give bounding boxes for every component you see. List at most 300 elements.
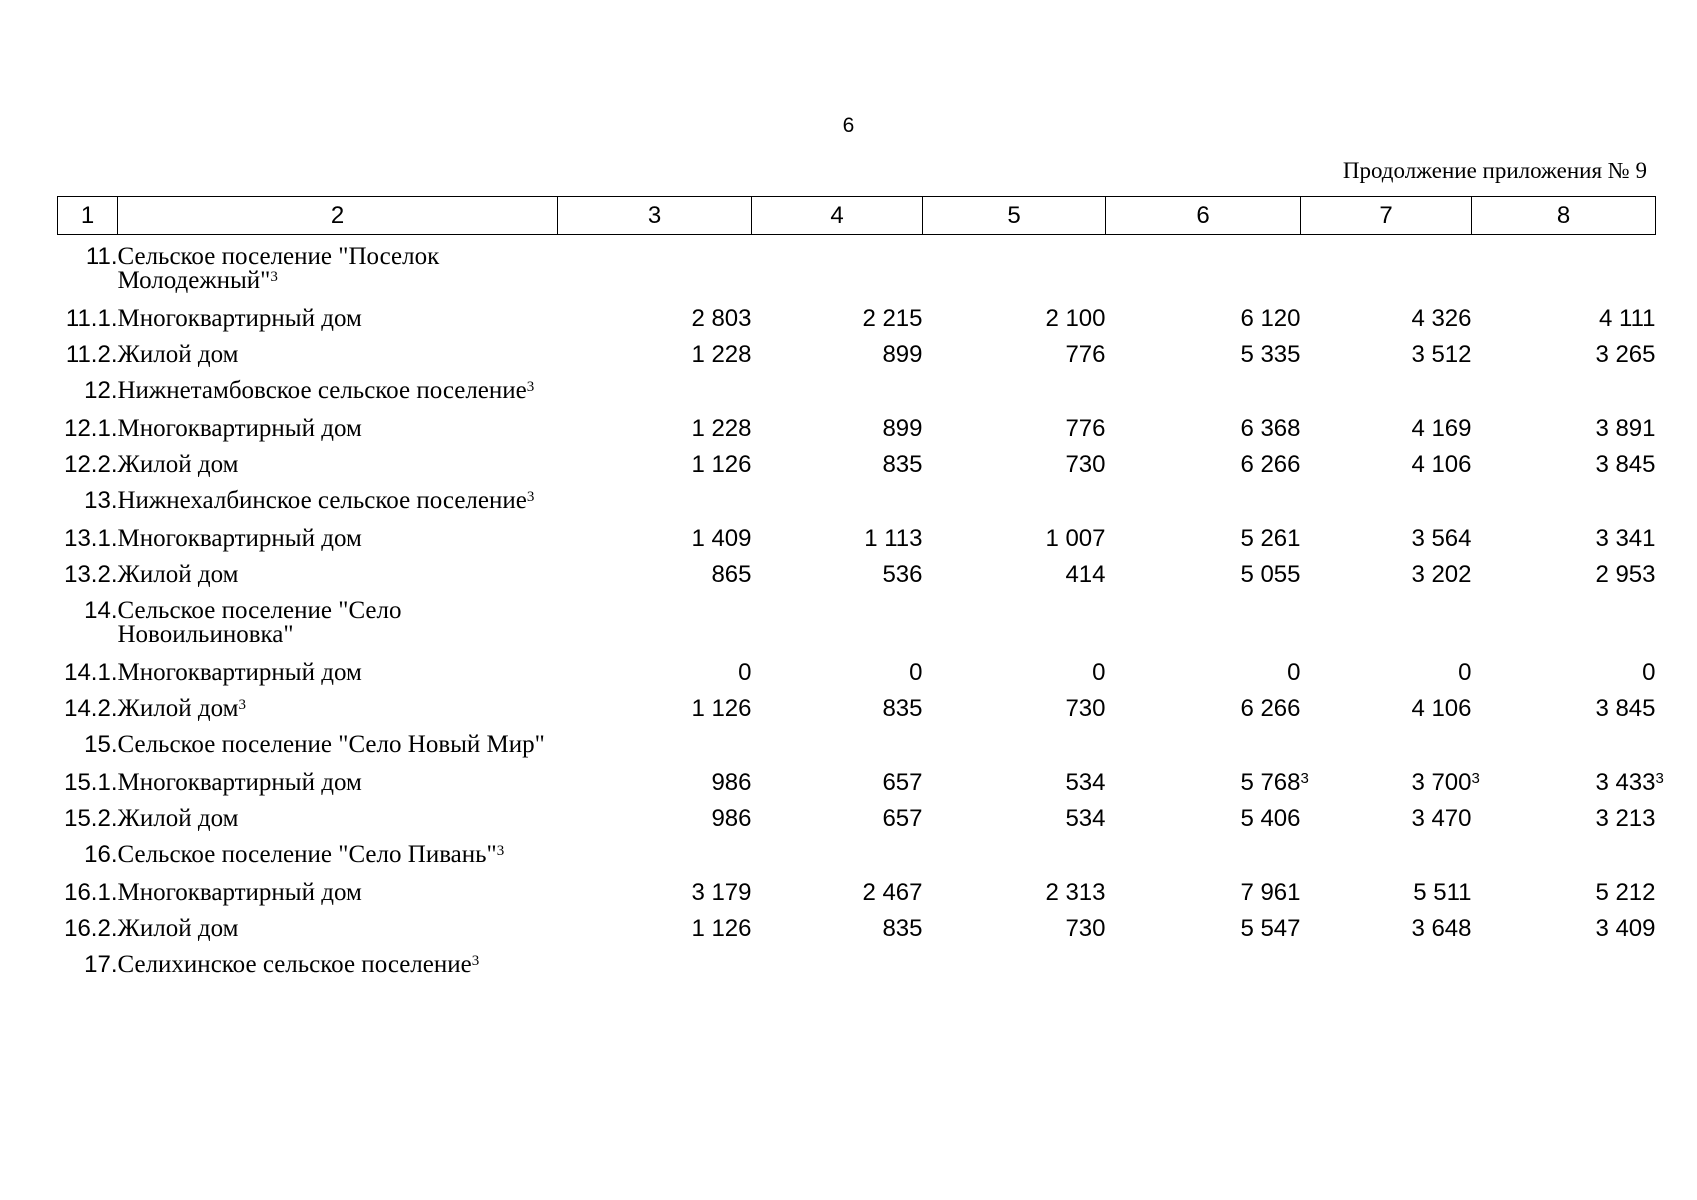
value-text: 1 126 bbox=[691, 695, 752, 722]
value-text: 835 bbox=[882, 695, 923, 722]
value-wrap bbox=[1595, 769, 1664, 796]
name-text: Многоквартирный дом bbox=[117, 525, 362, 552]
value-col-3 bbox=[558, 515, 752, 551]
value-wrap bbox=[882, 917, 922, 941]
value-wrap bbox=[1595, 697, 1655, 721]
value-wrap bbox=[1240, 807, 1300, 831]
value-footnote-mark: 3 bbox=[1655, 770, 1664, 787]
value-text: 3 213 bbox=[1595, 805, 1656, 832]
value-wrap bbox=[882, 563, 922, 587]
header-col-4: 4 bbox=[752, 197, 923, 235]
value-wrap bbox=[1065, 807, 1105, 831]
value-col-3 bbox=[558, 905, 752, 941]
value-wrap bbox=[1458, 661, 1471, 685]
row-number: 14.1. bbox=[64, 659, 118, 686]
value-wrap bbox=[862, 307, 922, 331]
value-col-4 bbox=[752, 587, 923, 649]
value-text: 3 202 bbox=[1411, 561, 1472, 588]
row-number: 12.2. bbox=[64, 451, 118, 478]
value-wrap bbox=[711, 771, 751, 795]
value-col-5 bbox=[923, 515, 1106, 551]
header-col-8: 8 bbox=[1472, 197, 1656, 235]
value-text: 1 228 bbox=[691, 341, 752, 368]
value-col-7 bbox=[1301, 235, 1472, 296]
settlement-name bbox=[118, 235, 558, 296]
value-col-7 bbox=[1301, 587, 1472, 649]
value-wrap bbox=[1065, 917, 1105, 941]
value-wrap bbox=[1240, 917, 1300, 941]
section-row bbox=[58, 235, 1656, 296]
row-number: 13. bbox=[84, 487, 118, 514]
name-text: Сельское поселение "Село Пивань" bbox=[117, 841, 497, 868]
value-col-8 bbox=[1472, 869, 1656, 905]
value-wrap bbox=[711, 807, 751, 831]
value-text: 5 212 bbox=[1595, 879, 1656, 906]
value-wrap bbox=[1411, 453, 1471, 477]
section-row bbox=[58, 941, 1656, 979]
value-text: 3 648 bbox=[1411, 915, 1472, 942]
value-col-8 bbox=[1472, 759, 1664, 796]
housing-type bbox=[118, 685, 558, 721]
settlement-name bbox=[118, 367, 558, 405]
row-number: 15.2. bbox=[64, 805, 118, 832]
value-text: 4 326 bbox=[1411, 305, 1472, 332]
value-col-5 bbox=[923, 869, 1106, 905]
value-col-8 bbox=[1472, 649, 1656, 685]
value-col-8 bbox=[1472, 235, 1656, 296]
footnote-mark: 3 bbox=[471, 953, 480, 969]
value-text: 534 bbox=[1065, 805, 1106, 832]
value-wrap bbox=[1287, 661, 1300, 685]
value-text: 6 266 bbox=[1240, 695, 1301, 722]
value-text: 1 113 bbox=[864, 525, 923, 552]
name-text: Жилой дом bbox=[117, 695, 239, 722]
header-col-7: 7 bbox=[1301, 197, 1472, 235]
value-wrap bbox=[1045, 307, 1105, 331]
value-col-7 bbox=[1301, 685, 1472, 721]
header-col-3: 3 bbox=[558, 197, 752, 235]
value-col-6 bbox=[1106, 235, 1301, 296]
row-number: 11.2. bbox=[65, 341, 118, 368]
housing-type bbox=[118, 869, 558, 905]
table-body bbox=[58, 235, 1664, 980]
value-wrap bbox=[882, 453, 922, 477]
value-col-7 bbox=[1301, 367, 1472, 405]
value-wrap bbox=[711, 563, 751, 587]
table-row bbox=[58, 759, 1656, 795]
value-wrap bbox=[1045, 527, 1105, 551]
value-col-7 bbox=[1301, 405, 1472, 441]
value-wrap bbox=[1642, 661, 1655, 685]
value-col-4 bbox=[752, 905, 923, 941]
value-text: 730 bbox=[1065, 695, 1106, 722]
value-col-5 bbox=[923, 795, 1106, 831]
value-wrap bbox=[1411, 417, 1471, 441]
value-text: 0 bbox=[738, 659, 752, 686]
header-row bbox=[58, 197, 1656, 235]
table-row bbox=[58, 441, 1656, 477]
row-number: 12.1. bbox=[64, 415, 118, 442]
value-text: 414 bbox=[1065, 561, 1106, 588]
value-col-7 bbox=[1301, 295, 1472, 331]
value-text: 865 bbox=[711, 561, 752, 588]
row-number: 17. bbox=[84, 951, 118, 978]
value-col-3 bbox=[558, 551, 752, 587]
value-col-8 bbox=[1472, 367, 1656, 405]
value-col-6 bbox=[1106, 795, 1301, 831]
value-col-6 bbox=[1106, 295, 1301, 331]
value-col-5 bbox=[923, 295, 1106, 331]
value-col-8 bbox=[1472, 685, 1656, 721]
value-wrap bbox=[1065, 453, 1105, 477]
value-col-3 bbox=[558, 649, 752, 685]
value-col-5 bbox=[923, 685, 1106, 721]
value-wrap bbox=[1595, 563, 1655, 587]
value-col-6 bbox=[1106, 551, 1301, 587]
value-text: 986 bbox=[711, 805, 752, 832]
value-col-6 bbox=[1106, 405, 1301, 441]
value-wrap bbox=[1240, 307, 1300, 331]
value-col-7 bbox=[1301, 477, 1472, 515]
value-col-8 bbox=[1472, 441, 1656, 477]
housing-type bbox=[118, 795, 558, 831]
value-text: 0 bbox=[1642, 659, 1656, 686]
value-col-8 bbox=[1472, 515, 1656, 551]
value-col-3 bbox=[558, 235, 752, 296]
name-text: Сельское поселение "Село Новоильиновка" bbox=[117, 597, 402, 648]
header-col-1: 1 bbox=[58, 197, 118, 235]
row-number: 14.2. bbox=[64, 695, 118, 722]
value-col-6 bbox=[1106, 869, 1301, 905]
value-col-8 bbox=[1472, 587, 1656, 649]
name-text: Сельское поселение "Село Новый Мир" bbox=[117, 731, 545, 758]
value-col-3 bbox=[558, 331, 752, 367]
value-wrap bbox=[1240, 697, 1300, 721]
value-col-8 bbox=[1472, 831, 1656, 869]
value-wrap bbox=[1065, 697, 1105, 721]
value-text: 5 511 bbox=[1413, 879, 1472, 906]
table-row bbox=[58, 331, 1656, 367]
page-number: 6 bbox=[842, 114, 855, 137]
value-text: 730 bbox=[1065, 915, 1106, 942]
value-wrap bbox=[1595, 917, 1655, 941]
value-col-3 bbox=[558, 405, 752, 441]
value-text: 1 007 bbox=[1045, 525, 1106, 552]
value-wrap bbox=[1065, 343, 1105, 367]
name-text: Нижнетамбовское сельское поселение bbox=[117, 377, 527, 404]
value-wrap bbox=[864, 527, 922, 551]
section-row bbox=[58, 477, 1656, 515]
name-text: Жилой дом bbox=[117, 805, 239, 832]
value-text: 3 265 bbox=[1595, 341, 1656, 368]
value-col-3 bbox=[558, 367, 752, 405]
value-col-3 bbox=[558, 587, 752, 649]
value-col-5 bbox=[923, 477, 1106, 515]
value-col-3 bbox=[558, 795, 752, 831]
value-wrap bbox=[882, 343, 922, 367]
value-col-3 bbox=[558, 941, 752, 979]
value-col-5 bbox=[923, 551, 1106, 587]
value-wrap bbox=[1411, 307, 1471, 331]
value-text: 3 891 bbox=[1595, 415, 1656, 442]
value-text: 3 512 bbox=[1411, 341, 1472, 368]
row-number: 16.2. bbox=[64, 915, 118, 942]
value-text: 4 111 bbox=[1599, 305, 1656, 332]
value-col-7 bbox=[1301, 795, 1472, 831]
table-row bbox=[58, 295, 1656, 331]
value-col-6 bbox=[1106, 831, 1301, 869]
value-wrap bbox=[1411, 527, 1471, 551]
value-wrap bbox=[1240, 563, 1300, 587]
value-wrap bbox=[1411, 917, 1471, 941]
section-row bbox=[58, 721, 1656, 759]
value-text: 2 953 bbox=[1595, 561, 1656, 588]
value-col-8 bbox=[1472, 405, 1656, 441]
housing-type bbox=[118, 405, 558, 441]
value-wrap bbox=[1411, 769, 1480, 796]
row-number: 12. bbox=[84, 377, 118, 404]
value-text: 3 845 bbox=[1595, 451, 1656, 478]
row-number: 14. bbox=[84, 597, 118, 624]
value-text: 3 179 bbox=[691, 879, 752, 906]
footnote-mark: 3 bbox=[270, 269, 278, 285]
value-col-4 bbox=[752, 295, 923, 331]
value-wrap bbox=[691, 881, 751, 905]
table-row bbox=[58, 795, 1656, 831]
value-col-6 bbox=[1106, 477, 1301, 515]
value-text: 899 bbox=[882, 415, 923, 442]
continuation-label: Продолжение приложения № 9 bbox=[1342, 158, 1647, 183]
name-text: Нижнехалбинское сельское поселение bbox=[117, 487, 527, 514]
value-col-3 bbox=[558, 295, 752, 331]
footnote-mark: 3 bbox=[496, 843, 505, 859]
value-col-3 bbox=[558, 685, 752, 721]
value-text: 6 120 bbox=[1240, 305, 1301, 332]
value-text: 3 470 bbox=[1411, 805, 1472, 832]
value-text: 986 bbox=[711, 769, 752, 796]
tariff-table bbox=[57, 196, 1664, 979]
footnote-mark: 3 bbox=[526, 489, 535, 505]
value-text: 1 409 bbox=[691, 525, 752, 552]
value-text: 6 266 bbox=[1240, 451, 1301, 478]
value-col-5 bbox=[923, 721, 1106, 759]
value-col-4 bbox=[752, 759, 923, 795]
value-text: 5 261 bbox=[1240, 525, 1301, 552]
value-wrap bbox=[1595, 807, 1655, 831]
name-text: Жилой дом bbox=[117, 451, 239, 478]
row-number: 16.1. bbox=[64, 879, 118, 906]
value-col-5 bbox=[923, 331, 1106, 367]
settlement-name bbox=[118, 831, 558, 869]
value-col-4 bbox=[752, 649, 923, 685]
value-text: 2 467 bbox=[862, 879, 923, 906]
row-number: 11. bbox=[85, 243, 118, 270]
section-row bbox=[58, 367, 1656, 405]
housing-type bbox=[118, 551, 558, 587]
footnote-mark: 3 bbox=[238, 697, 246, 713]
value-wrap bbox=[1240, 343, 1300, 367]
value-text: 2 313 bbox=[1045, 879, 1106, 906]
name-text: Многоквартирный дом bbox=[117, 415, 362, 442]
value-col-4 bbox=[752, 795, 923, 831]
value-col-6 bbox=[1106, 587, 1301, 649]
value-text: 776 bbox=[1065, 341, 1106, 368]
value-wrap bbox=[1595, 881, 1655, 905]
value-text: 534 bbox=[1065, 769, 1106, 796]
name-text: Жилой дом bbox=[117, 561, 239, 588]
value-text: 5 055 bbox=[1240, 561, 1301, 588]
value-col-6 bbox=[1106, 759, 1309, 796]
section-row bbox=[58, 831, 1656, 869]
value-wrap bbox=[691, 697, 751, 721]
name-text: Многоквартирный дом bbox=[117, 305, 362, 332]
table-row bbox=[58, 405, 1656, 441]
value-wrap bbox=[1411, 807, 1471, 831]
value-col-3 bbox=[558, 441, 752, 477]
name-text: Жилой дом bbox=[117, 341, 239, 368]
housing-type bbox=[118, 295, 558, 331]
housing-type bbox=[118, 331, 558, 367]
value-text: 4 169 bbox=[1411, 415, 1472, 442]
value-wrap bbox=[691, 343, 751, 367]
row-number: 15.1. bbox=[64, 769, 118, 796]
value-wrap bbox=[1411, 343, 1471, 367]
housing-type bbox=[118, 441, 558, 477]
value-col-7 bbox=[1301, 941, 1472, 979]
value-text: 1 126 bbox=[691, 915, 752, 942]
row-number: 13.1. bbox=[64, 525, 118, 552]
value-wrap bbox=[691, 453, 751, 477]
value-col-7 bbox=[1301, 649, 1472, 685]
value-text: 3 409 bbox=[1595, 915, 1656, 942]
value-col-8 bbox=[1472, 295, 1656, 331]
value-text: 3 433 bbox=[1595, 769, 1656, 796]
value-col-5 bbox=[923, 405, 1106, 441]
value-col-4 bbox=[752, 551, 923, 587]
value-col-7 bbox=[1301, 331, 1472, 367]
value-wrap bbox=[1599, 307, 1656, 331]
row-number: 11.1. bbox=[65, 305, 118, 332]
value-col-7 bbox=[1301, 831, 1472, 869]
value-text: 3 341 bbox=[1595, 525, 1656, 552]
value-wrap bbox=[1411, 697, 1471, 721]
value-text: 0 bbox=[1092, 659, 1106, 686]
housing-type bbox=[118, 649, 558, 685]
value-col-7 bbox=[1301, 869, 1472, 905]
value-col-7 bbox=[1301, 905, 1472, 941]
value-col-4 bbox=[752, 331, 923, 367]
value-footnote-mark: 3 bbox=[1300, 770, 1309, 787]
value-col-6 bbox=[1106, 515, 1301, 551]
value-wrap bbox=[1413, 881, 1471, 905]
value-text: 2 803 bbox=[691, 305, 752, 332]
value-text: 6 368 bbox=[1240, 415, 1301, 442]
table-row bbox=[58, 905, 1656, 941]
value-text: 2 215 bbox=[862, 305, 923, 332]
value-wrap bbox=[1065, 417, 1105, 441]
value-col-4 bbox=[752, 685, 923, 721]
settlement-name bbox=[118, 941, 558, 979]
value-col-3 bbox=[558, 759, 752, 795]
value-col-6 bbox=[1106, 367, 1301, 405]
value-col-7 bbox=[1301, 759, 1480, 796]
settlement-name bbox=[118, 587, 558, 649]
row-number: 13.2. bbox=[64, 561, 118, 588]
value-text: 657 bbox=[882, 805, 923, 832]
value-text: 5 406 bbox=[1240, 805, 1301, 832]
value-wrap bbox=[882, 807, 922, 831]
value-col-8 bbox=[1472, 905, 1656, 941]
value-text: 776 bbox=[1065, 415, 1106, 442]
value-col-8 bbox=[1472, 477, 1656, 515]
value-col-5 bbox=[923, 759, 1106, 795]
value-col-8 bbox=[1472, 941, 1656, 979]
value-wrap bbox=[738, 661, 751, 685]
value-text: 5 547 bbox=[1240, 915, 1301, 942]
header-col-6: 6 bbox=[1106, 197, 1301, 235]
value-text: 835 bbox=[882, 451, 923, 478]
value-col-3 bbox=[558, 869, 752, 905]
row-number: 15. bbox=[84, 731, 118, 758]
value-wrap bbox=[691, 917, 751, 941]
value-col-4 bbox=[752, 367, 923, 405]
value-col-8 bbox=[1472, 795, 1656, 831]
table-row bbox=[58, 649, 1656, 685]
value-col-6 bbox=[1106, 441, 1301, 477]
value-col-5 bbox=[923, 235, 1106, 296]
value-col-6 bbox=[1106, 331, 1301, 367]
value-wrap bbox=[1595, 343, 1655, 367]
housing-type bbox=[118, 905, 558, 941]
value-wrap bbox=[1065, 771, 1105, 795]
value-col-7 bbox=[1301, 551, 1472, 587]
name-text: Многоквартирный дом bbox=[117, 769, 362, 796]
value-text: 5 768 bbox=[1240, 769, 1301, 796]
value-col-5 bbox=[923, 941, 1106, 979]
value-wrap bbox=[1240, 769, 1309, 796]
value-text: 1 228 bbox=[691, 415, 752, 442]
name-text: Жилой дом bbox=[117, 915, 239, 942]
value-col-5 bbox=[923, 831, 1106, 869]
value-col-4 bbox=[752, 515, 923, 551]
value-col-8 bbox=[1472, 331, 1656, 367]
value-wrap bbox=[1045, 881, 1105, 905]
header-col-5: 5 bbox=[923, 197, 1106, 235]
value-text: 1 126 bbox=[691, 451, 752, 478]
value-col-6 bbox=[1106, 685, 1301, 721]
value-wrap bbox=[862, 881, 922, 905]
row-number: 16. bbox=[84, 841, 118, 868]
value-col-4 bbox=[752, 869, 923, 905]
value-text: 3 564 bbox=[1411, 525, 1472, 552]
value-text: 3 845 bbox=[1595, 695, 1656, 722]
settlement-name bbox=[118, 477, 558, 515]
table-row bbox=[58, 515, 1656, 551]
value-text: 4 106 bbox=[1411, 451, 1472, 478]
housing-type bbox=[118, 759, 558, 795]
value-text: 657 bbox=[882, 769, 923, 796]
value-col-3 bbox=[558, 477, 752, 515]
value-col-6 bbox=[1106, 649, 1301, 685]
value-text: 0 bbox=[1458, 659, 1472, 686]
value-wrap bbox=[882, 697, 922, 721]
value-wrap bbox=[882, 771, 922, 795]
table-row bbox=[58, 685, 1656, 721]
value-wrap bbox=[1240, 527, 1300, 551]
value-text: 4 106 bbox=[1411, 695, 1472, 722]
name-text: Многоквартирный дом bbox=[117, 879, 362, 906]
value-col-4 bbox=[752, 441, 923, 477]
